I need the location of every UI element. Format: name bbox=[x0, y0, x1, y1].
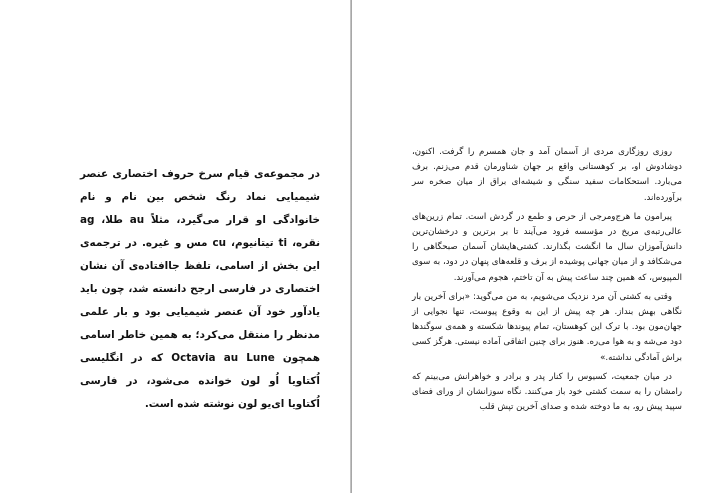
paragraph: پیرامون ما هرج‌ومرجی از حرص و طمع در گردش است. تمام زرین‌های عالی‌رتبه‌ی مریخ در مؤسسه فرود می‌آیند تا بر برترین و درخشان‌ترین دانش‌آموزان سال ما انگشت بگذارند. کشتی‌هایشان آسمان صبحگاهی را می‌شکافد و از میان جهانی پوشیده از برف و قلعه‌های پنهان در دود، به سوی المپیوس، که همین چند ساعت پیش به آن تاختم، هجوم می‌آورند. bbox=[412, 211, 682, 283]
paragraph: در میان جمعیت، کسیوس را کنار پدر و برادر و خواهرانش می‌بینم که رامشان را به سمت کشتی خود باز می‌کنند. نگاه سوزانشان از ورای فضای سپید پیش رو، به ما دوخته شده و صدای آخرین تپش قلب bbox=[412, 371, 682, 413]
paragraph: وقتی به کشتی آن مرد نزدیک می‌شویم، به من می‌گوید: «برای آخرین بار نگاهی بهش بنداز. هر چه پیش از این به وقوع پیوست، تنها نجوایی از جهان‌مون بود. با ترک این کوهستان، تمام پیوندها شکسته و همه‌ی سوگندها دود می‌شه و به هوا می‌ره. هنوز برای چنین اتفاقی آماده نیستی. هرگز کسی براش آمادگی نداشته.» bbox=[412, 291, 682, 363]
footnote-text: در مجموعه‌ی قیام سرخ حروف اختصاری عنصر شیمیایی نماد رنگ شخص بین نام و نام خانوادگی او قرار می‌گیرد، مثلاً au طلا، ag نقره، ti تیتانیوم، cu مس و غیره. در ترجمه‌ی این بخش از اسامی، تلفظ جاافتاده‌ی آن نشان اختصاری در فارسی ارجح دانسته شد، چون باید یادآور خود آن عنصر شیمیایی بود و بار علمی مدنظر را منتقل می‌کرد؛ به همین خاطر اسامی همچون Octavia au Lune که در انگلیسی اُکتاویا اُو لون خوانده می‌شود، در فارسی اُکتاویا ای‌یو لون نوشته شده است. bbox=[80, 168, 321, 410]
paragraph: روزی روزگاری مردی از آسمان آمد و جان همسرم را گرفت. اکنون، دوشادوش او، بر کوهستانی واقع بر جهان شناورمان قدم می‌زنم. برف می‌بارد. استحکامات سفید سنگی و شیشه‌ای براق از میان صخره سر برآورده‌اند. bbox=[412, 147, 682, 203]
body-text bbox=[412, 145, 682, 419]
right-page bbox=[352, 0, 701, 493]
left-page bbox=[0, 0, 350, 493]
